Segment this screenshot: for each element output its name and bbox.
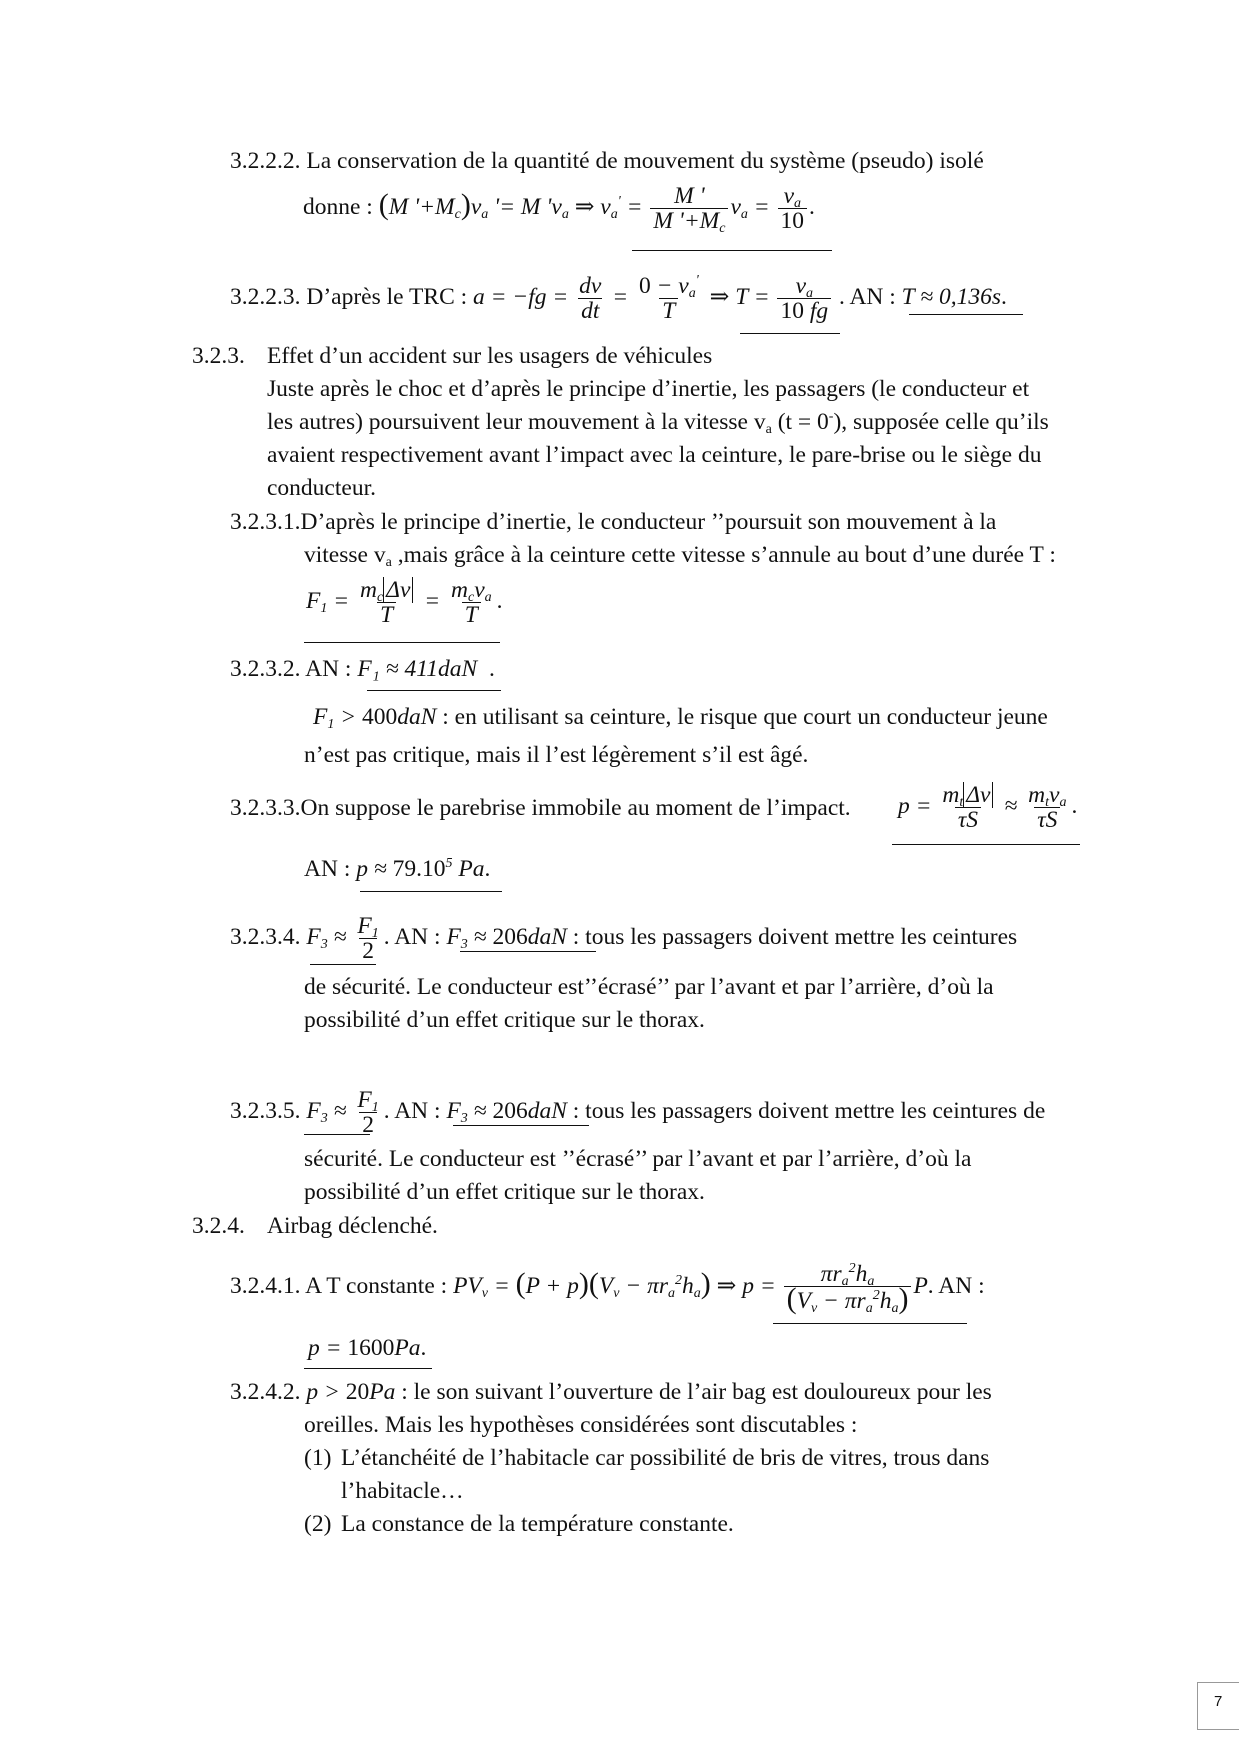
s3235-line: 3.2.3.5. $F_3$ ≈ $\frac{F_1}{2}$ . AN : $F_3 \approx 206daN$ : tous les passagers doivent mettre les ceintures de [230,1087,1046,1138]
s323-p1: Juste après le choc et d’après le principe d’inertie, les passagers (le conducteur et [267,376,1030,402]
s3234-underline-2 [460,951,596,952]
s3232-text2: n’est pas critique, mais il l’est légèrement s’il est âgé. [304,742,809,768]
s3242-item1-text: L’étanchéité de l’habitacle car possibilité de bris de vitres, trous dans [341,1445,990,1471]
s3235-underline-2 [453,1125,589,1126]
s3242-item1-num: (1) [304,1445,332,1471]
s3223-intro: D’après le TRC : [306,283,468,310]
s3241-result-underline [304,1368,432,1369]
s3234-underline-1 [310,964,376,965]
s3223-underline-2 [909,314,1023,315]
s3233-an-line: AN : $p \approx 79.10^5$ Pa. [304,856,491,882]
s3231-line1: 3.2.3.1.D’après le principe d’inertie, le conducteur ’’poursuit son mouvement à la [230,509,997,535]
page-number: 7 [1197,1682,1239,1730]
s3222-equation [303,183,815,236]
s3234-label: 3.2.3.4. [230,923,301,950]
s3242-item2-text: La constance de la température constante. [341,1511,734,1537]
s3223-underline-1 [740,333,840,334]
s3232-label: 3.2.3.2. [230,656,301,682]
s3234-text3: possibilité d’un effet critique sur le thorax. [304,1007,705,1033]
s3235-text3: possibilité d’un effet critique sur le thorax. [304,1179,705,1205]
s3242-item2-num: (2) [304,1511,332,1537]
s323-title: Effet d’un accident sur les usagers de véhicules [267,343,713,369]
s3222-result-underline [632,250,832,251]
s3242-label: 3.2.4.2. [230,1379,301,1405]
s3241-underline [773,1323,967,1324]
s3223-line: 3.2.2.3. D’après le TRC : a = −fg = $\frac{dv}{dt}$ = $\frac{0 - v_a'}{T}$ ⇒ T = $\frac{v_a}{10 fg}$ . AN : T ≈ 0,136s. [230,273,1007,324]
s3242-item1-text2: l’habitacle… [341,1478,464,1504]
s3233-line: 3.2.3.3.On suppose le parebrise immobile au moment de l’impact. [230,795,851,821]
s3232-underline [367,690,501,691]
s3222-donne: donne : [303,193,373,220]
s3222-intro: La conservation de la quantité de mouvement du système (pseudo) isolé [306,148,984,174]
s3234-line: 3.2.3.4. $F_3$ ≈ $\frac{F_1}{2}$ . AN : $F_3 \approx 206daN$ : tous les passagers doivent mettre les ceintures [230,913,1018,964]
s3233-underline [892,844,1080,845]
s3231-formula: $F_1$ = $m_c$ Δv T = $m_cv_a$ T . [306,577,503,628]
s3235-label: 3.2.3.5. [230,1097,301,1124]
s3222-label: 3.2.2.2. [230,148,301,174]
s3241-label: 3.2.4.1. [230,1272,301,1299]
s3233-an-underline [360,891,502,892]
s3231-label: 3.2.3.1. [230,509,301,535]
s3233-label: 3.2.3.3. [230,795,301,821]
s3223-result: T ≈ 0,136s [901,283,1001,310]
s323-p4: conducteur. [267,475,376,501]
s3233-formula: p = $m_t$ Δv τS ≈ $m_tv_a$ τS . [898,782,1078,833]
s3235-text2: sécurité. Le conducteur est ’’écrasé’’ par l’avant et par l’arrière, d’où la [304,1146,972,1172]
s324-title: Airbag déclenché. [267,1213,438,1239]
s3223-label: 3.2.2.3. [230,283,301,310]
s3223-an: . AN : [838,283,896,310]
s3241-result: p = 1600Pa. [308,1335,427,1361]
s3232-result: F₁ ≈ 411daN [357,656,478,682]
s3231-underline [304,642,500,643]
s3223-formula: a = −fg = $\frac{dv}{dt}$ = $\frac{0 - v_a'}{T}$ ⇒ T = $\frac{v_a}{10 fg}$ [473,284,839,310]
s3222-line1 [230,147,984,175]
s3241-line: 3.2.4.1. A T constante : $PV_v = (P + p)(V_v - \pi r_a^2h_a)$ ⇒ p = $\pi r_a^2h_a$ $(V_v - \pi r_a^2h_a)$ P. AN : [230,1261,985,1316]
s3232-line: 3.2.3.2. AN : F₁ ≈ 411daN . [230,656,495,682]
s3231-line2: vitesse $v_a$ ,mais grâce à la ceinture cette vitesse s’annule au bout d’une durée T : [304,542,1056,570]
s324-label: 3.2.4. [192,1213,245,1239]
s3242-text2: oreilles. Mais les hypothèses considérées sont discutables : [304,1412,858,1438]
s323-p3: avaient respectivement avant l’impact avec la ceinture, le pare-brise ou le siège du [267,442,1042,468]
s323-p2: les autres) poursuivent leur mouvement à la vitesse $v_a$ (t = 0-), supposée celle qu’ils [267,409,1049,437]
s323-label: 3.2.3. [192,343,245,369]
s3222-formula: (M '$+M_c)v_a$ '= M '$v_a$ ⇒ $v_a'$ = $\frac{M '}{M '+M_c}$ $v_a$ = $\frac{v_a}{10}$ . [378,183,815,236]
s323-title-line [192,342,245,370]
s3234-text2: de sécurité. Le conducteur est’’écrasé’’ par l’avant et par l’arrière, d’où la [304,974,994,1000]
s3242-line: 3.2.4.2. p > 20Pa : le son suivant l’ouverture de l’air bag est douloureux pour les [230,1379,992,1405]
s3235-underline-1 [304,1134,370,1135]
s3232-text1: $F_1 > 400daN$ : en utilisant sa ceinture, le risque que court un conducteur jeune [313,704,1048,732]
